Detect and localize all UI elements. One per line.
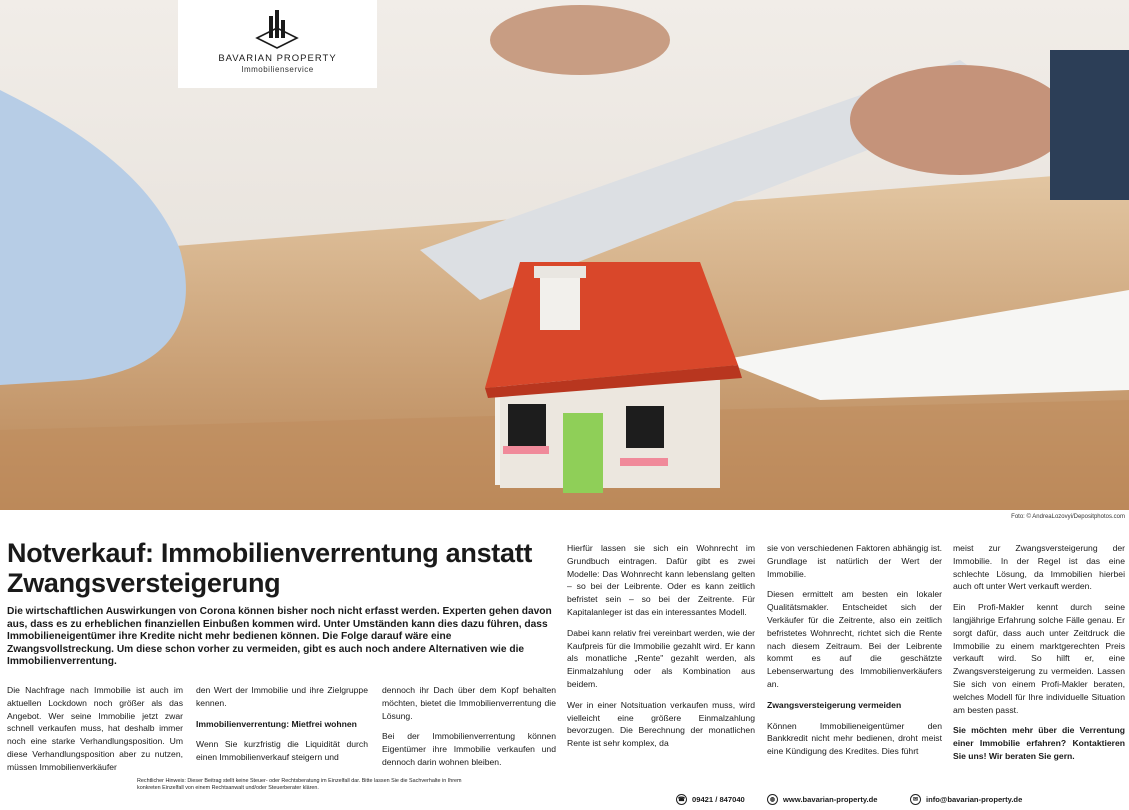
paragraph: Ein Profi-Makler kennt durch seine langjährige Erfahrung solche Fälle genau. Er sorgt dafür, dass auch unter Zeitdruck die Immobilie zu einem marktgerechten Preis verkauft wird. So hilft er, eine Zwangsversteigerung zu vermeiden. Lassen Sie sich von einem Profi-Makler beraten, welches Modell für Ihre individuelle Situation am besten passt. xyxy=(953,602,1125,715)
globe-icon: ◍ xyxy=(767,794,778,805)
article-column-2 xyxy=(196,684,368,772)
legal-notice: Rechtlicher Hinweis: Dieser Beitrag stellt keine Steuer- oder Rechtsberatung im Einzelfall dar. Bitte lassen Sie die Sachverhalte in Ihrem konkreten Einzelfall von einem Rechtsanwalt und/oder Steuerberater klären. xyxy=(137,778,462,791)
building-logo-icon xyxy=(255,8,299,52)
footer-phone[interactable] xyxy=(676,794,745,805)
footer-website[interactable] xyxy=(767,794,878,805)
paragraph: Dabei kann relativ frei vereinbart werden, wie der Kaufpreis für die Immobilie gezahlt wird. Er kann als monatliche „Rente" gezahlt werden, als Einmalzahlung oder als Kombination aus beidem. xyxy=(567,627,755,689)
phone-number: 09421 / 847040 xyxy=(692,795,745,804)
contact-footer xyxy=(0,788,1129,810)
article-title: Notverkauf: Immobilienverrentung anstatt Zwangsversteigerung xyxy=(7,538,533,598)
paragraph: Wer in einer Notsituation verkaufen muss, wird vielleicht eine größere Einmalzahlung bevorzugen. Die Berechnung der monatlichen Rente ist sehr komplex, da xyxy=(567,699,755,749)
subheading: Zwangsversteigerung vermeiden xyxy=(767,699,902,710)
paragraph: dennoch ihr Dach über dem Kopf behalten möchten, bietet die Immobilienverrentung die Lösung. xyxy=(382,685,556,721)
article-column-3 xyxy=(382,684,556,777)
email-link: info@bavarian-property.de xyxy=(926,795,1023,804)
paragraph: Können Immobilieneigentümer den Bankkredit nicht mehr bedienen, droht meist eine Kündigung des Kredites. Dies führt xyxy=(767,720,942,757)
website-link: www.bavarian-property.de xyxy=(783,795,878,804)
paragraph: Wenn Sie kurzfristig die Liquidität durch einen Immobilienverkauf steigern und xyxy=(196,739,368,763)
paragraph: Diesen ermittelt am besten ein lokaler Qualitätsmakler. Entscheidet sich der Verkäufer für die Zeitrente, also ein zeitlich befristetes Wohnrecht, richtet sich die Rente nach diesem Zeitraum. Bei der Leibrente kommt es auf die geschätzte Lebenserwartung des Immobilienverkäufers an. xyxy=(767,589,942,689)
article-lead: Die wirtschaftlichen Auswirkungen von Corona können bisher noch nicht erfasst werden. Experten gehen davon aus, dass es zu erheblichen finanziellen Einbußen kommen wird. Unter Umständen kann dies dazu führen, dass Immobilieneigentümer ihre Kredite nicht mehr bedienen können. Die Folge darauf wäre eine Zwangsvollstreckung. Um diese schon vorher zu vermeiden, gibt es auch noch andere Alternativen wie die Immobilienverrentung. xyxy=(7,606,552,668)
subheading: Immobilienverrentung: Mietfrei wohnen xyxy=(196,718,357,729)
article-column-5 xyxy=(767,542,942,766)
paragraph: Die Nachfrage nach Immobilie ist auch im aktuellen Lockdown noch größer als das Angebot. Wer seine Immobilie jetzt zwar schnell verkaufen muss, hat deshalb immer noch eine starke Verhandlungsposition. Um diese Verhandlungsposition aber zu nutzen, müssen Immobilienverkäufer xyxy=(7,685,183,772)
company-logo xyxy=(178,0,377,88)
phone-icon: ☎ xyxy=(676,794,687,805)
paragraph: Hierfür lassen sie sich ein Wohnrecht im Grundbuch eintragen. Dafür gibt es zwei Modelle: Das Wohnrecht kann lebenslang gelten – so bei der Leibrente. Oder es kann zeitlich befristet sein – so bei der Zeitrente. Für Kapitalanleger ist das ein interessantes Modell. xyxy=(567,543,755,617)
mail-icon: ✉ xyxy=(910,794,921,805)
article-column-4 xyxy=(567,542,755,758)
paragraph: sie von verschiedenen Faktoren abhängig ist. Grundlage ist natürlich der Wert der Immobilie. xyxy=(767,543,942,579)
logo-subtitle: Immobilienservice xyxy=(241,65,314,74)
article-column-1 xyxy=(7,684,183,782)
photo-credit: Foto: © AndreaLozovyi/Depositphotos.com xyxy=(1011,514,1125,520)
logo-name: BAVARIAN PROPERTY xyxy=(218,53,337,64)
paragraph: meist zur Zwangsversteigerung der Immobilie. In der Regel ist das eine schlechte Lösung, da Immobilien hierbei auch oft unter Wert verkauft werden. xyxy=(953,543,1125,592)
paragraph: Bei der Immobilienverrentung können Eigentümer ihre Immobilie verkaufen und dennoch darin wohnen bleiben. xyxy=(382,731,556,767)
paragraph: den Wert der Immobilie und ihre Zielgruppe kennen. xyxy=(196,685,368,708)
footer-email[interactable] xyxy=(910,794,1022,805)
article-column-6 xyxy=(953,542,1125,771)
call-to-action: Sie möchten mehr über die Verrentung einer Immobilie erfahren? Kontaktieren Sie uns! Wir beraten Sie gern. xyxy=(953,725,1125,761)
